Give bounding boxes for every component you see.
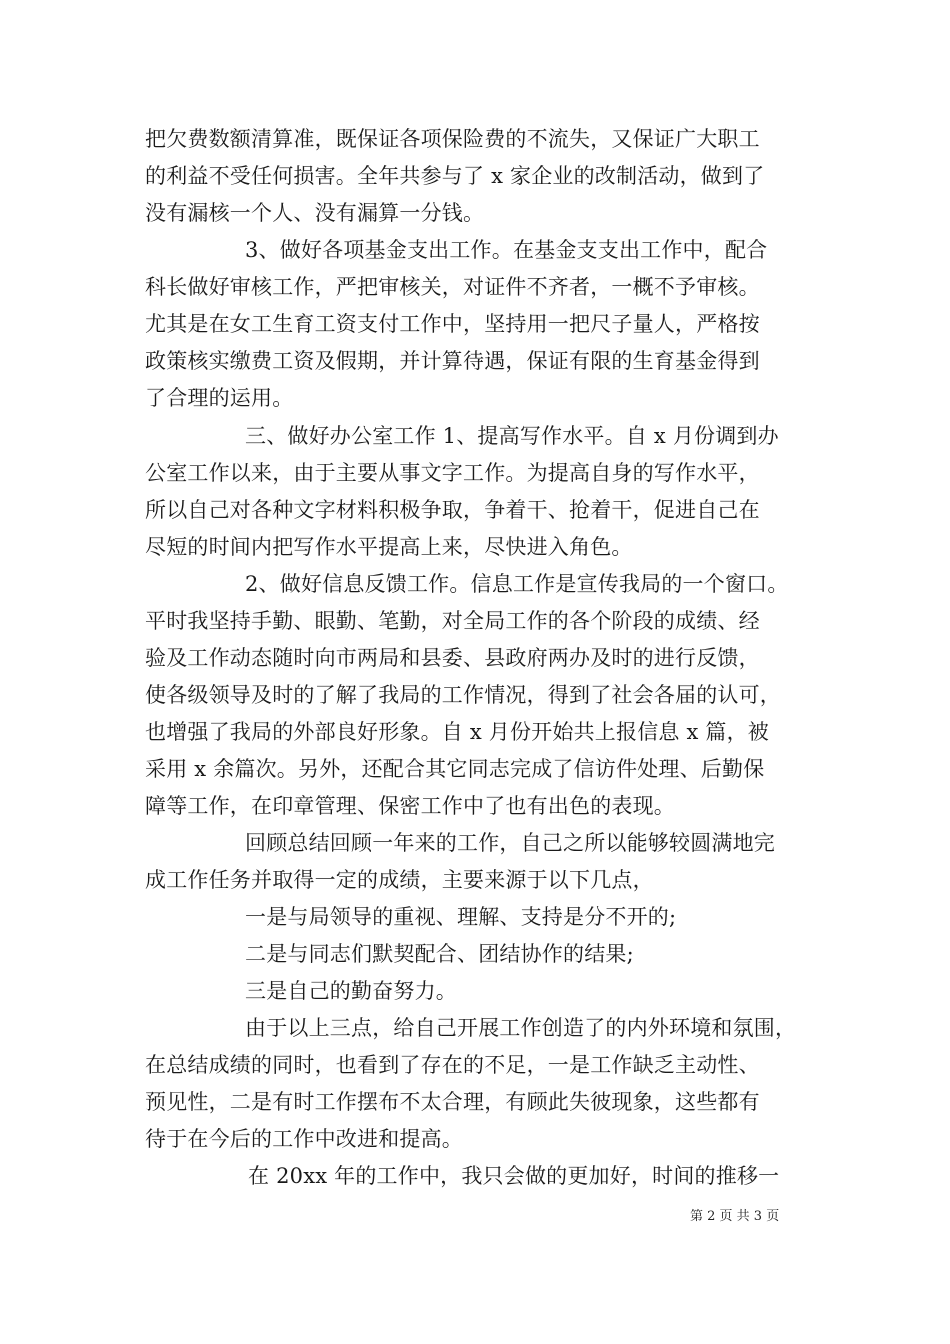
text-line: 把欠费数额清算准，既保证各项保险费的不流失，又保证广大职工 <box>145 127 760 151</box>
text-line: 采用 x 余篇次。另外，还配合其它同志完成了信访件处理、后勤保 <box>145 757 765 781</box>
text-line: 二是与同志们默契配合、团结协作的结果; <box>245 942 634 966</box>
text-line: 预见性，二是有时工作摆布不太合理，有顾此失彼现象，这些都有 <box>145 1090 760 1114</box>
text-line: 成工作任务并取得一定的成绩，主要来源于以下几点， <box>145 868 654 892</box>
text-line: 公室工作以来，由于主要从事文字工作。为提高自身的写作水平， <box>145 461 760 485</box>
text-line: 平时我坚持手勤、眼勤、笔勤，对全局工作的各个阶段的成绩、经 <box>145 609 760 633</box>
text-line: 由于以上三点，给自己开展工作创造了的内外环境和氛围， <box>245 1016 797 1040</box>
text-line: 2、做好信息反馈工作。信息工作是宣传我局的一个窗口。 <box>245 572 789 596</box>
text-line: 回顾总结回顾一年来的工作，自己之所以能够较圆满地完 <box>245 831 775 855</box>
text-line: 障等工作，在印章管理、保密工作中了也有出色的表现。 <box>145 794 675 818</box>
text-line: 的利益不受任何损害。全年共参与了 x 家企业的改制活动，做到了 <box>145 164 765 188</box>
text-line: 在 20xx 年的工作中，我只会做的更加好，时间的推移一 <box>248 1164 780 1188</box>
text-line: 在总结成绩的同时，也看到了存在的不足，一是工作缺乏主动性、 <box>145 1053 760 1077</box>
text-line: 待于在今后的工作中改进和提高。 <box>145 1127 463 1151</box>
text-line: 三是自己的勤奋努力。 <box>245 979 457 1003</box>
text-line: 三、做好办公室工作 1、提高写作水平。自 x 月份调到办 <box>245 424 779 448</box>
page-number-footer: 第 2 页 共 3 页 <box>690 1209 780 1224</box>
text-line: 一是与局领导的重视、理解、支持是分不开的; <box>245 905 677 929</box>
text-line: 验及工作动态随时向市两局和县委、县政府两办及时的进行反馈， <box>145 646 760 670</box>
text-line: 没有漏核一个人、没有漏算一分钱。 <box>145 201 485 225</box>
text-line: 所以自己对各种文字材料积极争取，争着干、抢着干，促进自己在 <box>145 498 760 522</box>
text-line: 了合理的运用。 <box>145 386 294 410</box>
text-line: 使各级领导及时的了解了我局的工作情况，得到了社会各届的认可， <box>145 683 781 707</box>
text-line: 尤其是在女工生育工资支付工作中，坚持用一把尺子量人，严格按 <box>145 312 760 336</box>
text-line: 也增强了我局的外部良好形象。自 x 月份开始共上报信息 x 篇，被 <box>145 720 769 744</box>
text-line: 政策核实缴费工资及假期，并计算待遇，保证有限的生育基金得到 <box>145 349 760 373</box>
text-line: 科长做好审核工作，严把审核关，对证件不齐者，一概不予审核。 <box>145 275 760 299</box>
text-line: 3、做好各项基金支出工作。在基金支支出工作中，配合 <box>245 238 768 262</box>
text-line: 尽短的时间内把写作水平提高上来，尽快进入角色。 <box>145 535 633 559</box>
